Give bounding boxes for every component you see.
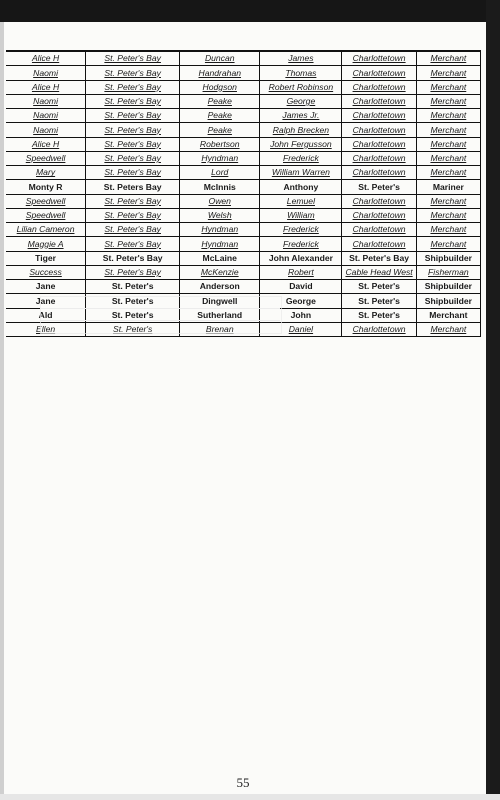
- vessel-text: Naomi: [33, 67, 58, 78]
- place-text: St. Peter's: [111, 309, 154, 320]
- residence-text: Charlottetown: [352, 153, 406, 164]
- occupation-text: Shipbuilder: [424, 252, 472, 263]
- cell-surname: [180, 81, 260, 94]
- cell-vessel: [6, 166, 86, 179]
- given-text: Lemuel: [286, 195, 315, 206]
- residence-text: Cable Head West: [345, 267, 413, 278]
- residence-text: St. Peter's Bay: [349, 252, 409, 263]
- place-text: St. Peter's Bay: [104, 81, 161, 92]
- vessel-text: Monty R: [28, 181, 63, 192]
- cell-surname: [180, 280, 260, 293]
- given-text: Robert: [288, 267, 314, 278]
- cell-vessel: [6, 209, 86, 222]
- vessel-text: Jane: [35, 295, 56, 306]
- cell-vessel: [6, 123, 86, 136]
- residence-text: St. Peter's: [358, 281, 400, 292]
- scan-bottom-edge: [0, 794, 500, 800]
- cell-residence: [342, 166, 416, 179]
- residence-text: Charlottetown: [352, 195, 406, 206]
- occupation-text: Merchant: [430, 210, 467, 221]
- cell-given: [260, 195, 342, 208]
- cell-surname: [180, 266, 260, 279]
- surname-text: Hyndman: [201, 224, 239, 235]
- cell-residence: [342, 195, 416, 208]
- surname-text: Hyndman: [201, 238, 239, 249]
- cell-place: [86, 81, 180, 94]
- scan-top-border: [0, 0, 500, 22]
- bleed-through-line: [40, 320, 280, 321]
- place-text: St. Peters Bay: [103, 181, 162, 192]
- given-text: George: [286, 96, 316, 107]
- vessel-text: Alice H: [31, 53, 60, 64]
- cell-residence: [342, 252, 416, 265]
- place-text: St. Peter's Bay: [104, 195, 161, 206]
- cell-given: [260, 280, 342, 293]
- surname-text: Hyndman: [201, 153, 239, 164]
- cell-occupation: [417, 323, 480, 336]
- cell-vessel: [6, 95, 86, 108]
- surname-text: Dingwell: [202, 295, 238, 306]
- given-text: William Warren: [271, 167, 330, 178]
- given-text: Daniel: [288, 324, 314, 335]
- surname-text: Duncan: [204, 53, 235, 64]
- cell-place: [86, 52, 180, 65]
- occupation-text: Merchant: [430, 67, 467, 78]
- occupation-text: Merchant: [430, 96, 467, 107]
- given-text: David: [289, 281, 313, 292]
- cell-place: [86, 266, 180, 279]
- cell-place: [86, 152, 180, 165]
- vessel-text: Jane: [35, 281, 56, 292]
- cell-occupation: [417, 252, 480, 265]
- cell-vessel: [6, 280, 86, 293]
- given-text: Frederick: [282, 153, 319, 164]
- occupation-text: Shipbuilder: [424, 281, 472, 292]
- cell-place: [86, 66, 180, 79]
- residence-text: Charlottetown: [352, 238, 406, 249]
- place-text: St. Peter's Bay: [104, 53, 161, 64]
- surname-text: Robertson: [199, 138, 240, 149]
- cell-vessel: [6, 109, 86, 122]
- place-text: St. Peter's Bay: [104, 67, 161, 78]
- cell-residence: [342, 52, 416, 65]
- occupation-text: Merchant: [430, 324, 467, 335]
- table-row: [6, 280, 480, 294]
- place-text: St. Peter's Bay: [102, 252, 163, 263]
- surname-text: Hodgson: [202, 81, 237, 92]
- table-row: [6, 109, 480, 123]
- surname-text: McKenzie: [200, 267, 239, 278]
- given-text: Thomas: [285, 67, 317, 78]
- cell-residence: [342, 95, 416, 108]
- occupation-text: Merchant: [429, 309, 468, 320]
- place-text: St. Peter's Bay: [104, 267, 161, 278]
- cell-surname: [180, 52, 260, 65]
- cell-residence: [342, 180, 416, 193]
- scan-left-shadow: [0, 22, 4, 800]
- table-row: [6, 195, 480, 209]
- cell-surname: [180, 138, 260, 151]
- bleed-through-table: [40, 296, 282, 334]
- residence-text: St. Peter's: [358, 309, 400, 320]
- residence-text: Charlottetown: [352, 138, 406, 149]
- cell-vessel: [6, 252, 86, 265]
- cell-given: [260, 252, 342, 265]
- cell-place: [86, 123, 180, 136]
- vessel-text: Lilian Cameron: [16, 224, 75, 235]
- cell-residence: [342, 152, 416, 165]
- given-text: Ralph Brecken: [272, 124, 330, 135]
- cell-place: [86, 209, 180, 222]
- vessel-text: Tiger: [35, 252, 56, 263]
- cell-occupation: [417, 195, 480, 208]
- cell-place: [86, 180, 180, 193]
- cell-vessel: [6, 223, 86, 236]
- surname-text: Welsh: [207, 210, 232, 221]
- surname-text: Lord: [211, 167, 229, 178]
- vessel-text: Alice H: [31, 81, 60, 92]
- cell-residence: [342, 109, 416, 122]
- cell-given: [260, 123, 342, 136]
- cell-occupation: [417, 109, 480, 122]
- occupation-text: Merchant: [430, 138, 467, 149]
- residence-text: Charlottetown: [352, 81, 406, 92]
- given-text: John Alexander: [268, 252, 333, 263]
- surname-text: Peake: [207, 96, 232, 107]
- occupation-text: Merchant: [430, 124, 467, 135]
- residence-text: Charlottetown: [352, 210, 406, 221]
- cell-given: [260, 223, 342, 236]
- cell-residence: [342, 237, 416, 250]
- table-row: [6, 180, 480, 194]
- cell-surname: [180, 195, 260, 208]
- cell-occupation: [417, 237, 480, 250]
- cell-given: [260, 152, 342, 165]
- residence-text: Charlottetown: [352, 67, 406, 78]
- cell-residence: [342, 81, 416, 94]
- cell-given: [260, 52, 342, 65]
- occupation-text: Mariner: [432, 181, 464, 192]
- cell-place: [86, 138, 180, 151]
- given-text: Frederick: [282, 238, 319, 249]
- cell-given: [260, 209, 342, 222]
- given-text: Robert Robinson: [268, 81, 334, 92]
- occupation-text: Fisherman: [428, 267, 469, 278]
- place-text: St. Peter's Bay: [104, 153, 161, 164]
- table-row: [6, 95, 480, 109]
- cell-residence: [342, 266, 416, 279]
- residence-text: Charlottetown: [352, 167, 406, 178]
- surname-text: Handrahan: [198, 67, 242, 78]
- cell-occupation: [417, 294, 480, 307]
- cell-residence: [342, 123, 416, 136]
- residence-text: Charlottetown: [352, 53, 406, 64]
- cell-residence: [342, 138, 416, 151]
- cell-place: [86, 195, 180, 208]
- surname-text: Peake: [207, 110, 232, 121]
- occupation-text: Merchant: [430, 153, 467, 164]
- cell-occupation: [417, 95, 480, 108]
- cell-place: [86, 109, 180, 122]
- vessel-text: Success: [29, 267, 62, 278]
- scan-right-border: [486, 0, 500, 800]
- cell-vessel: [6, 138, 86, 151]
- occupation-text: Merchant: [430, 238, 467, 249]
- cell-given: [260, 66, 342, 79]
- cell-residence: [342, 294, 416, 307]
- cell-given: [260, 109, 342, 122]
- vessel-text: Ald: [38, 309, 53, 320]
- given-text: John Fergusson: [270, 138, 332, 149]
- cell-surname: [180, 223, 260, 236]
- vessel-text: Speedwell: [25, 210, 66, 221]
- cell-occupation: [417, 209, 480, 222]
- cell-given: [260, 138, 342, 151]
- cell-surname: [180, 166, 260, 179]
- cell-vessel: [6, 152, 86, 165]
- cell-residence: [342, 323, 416, 336]
- cell-residence: [342, 66, 416, 79]
- cell-surname: [180, 123, 260, 136]
- cell-occupation: [417, 309, 480, 322]
- cell-vessel: [6, 237, 86, 250]
- cell-surname: [180, 252, 260, 265]
- cell-vessel: [6, 195, 86, 208]
- table-row: [6, 166, 480, 180]
- place-text: St. Peter's Bay: [104, 96, 161, 107]
- vessel-text: Alice H: [31, 138, 60, 149]
- registry-table: [6, 50, 481, 337]
- occupation-text: Merchant: [430, 81, 467, 92]
- cell-given: [260, 166, 342, 179]
- cell-surname: [180, 95, 260, 108]
- occupation-text: Merchant: [430, 195, 467, 206]
- given-text: Frederick: [282, 224, 319, 235]
- residence-text: Charlottetown: [352, 324, 406, 335]
- residence-text: St. Peter's: [358, 181, 400, 192]
- occupation-text: Shipbuilder: [424, 295, 472, 306]
- cell-residence: [342, 209, 416, 222]
- cell-given: [260, 266, 342, 279]
- surname-text: Sutherland: [197, 309, 243, 320]
- cell-occupation: [417, 280, 480, 293]
- given-text: George: [285, 295, 316, 306]
- cell-vessel: [6, 266, 86, 279]
- place-text: St. Peter's: [111, 281, 154, 292]
- residence-text: Charlottetown: [352, 110, 406, 121]
- surname-text: Anderson: [199, 281, 240, 292]
- table-row: [6, 152, 480, 166]
- given-text: John: [290, 309, 312, 320]
- cell-occupation: [417, 166, 480, 179]
- cell-occupation: [417, 123, 480, 136]
- vessel-text: Maggie A: [27, 238, 64, 249]
- cell-occupation: [417, 152, 480, 165]
- surname-text: McInnis: [203, 181, 236, 192]
- cell-surname: [180, 180, 260, 193]
- residence-text: Charlottetown: [352, 124, 406, 135]
- given-text: James Jr.: [282, 110, 320, 121]
- cell-place: [86, 166, 180, 179]
- cell-surname: [180, 66, 260, 79]
- cell-given: [260, 237, 342, 250]
- table-row: [6, 123, 480, 137]
- surname-text: Owen: [208, 195, 231, 206]
- cell-occupation: [417, 180, 480, 193]
- place-text: St. Peter's Bay: [104, 110, 161, 121]
- table-row: [6, 252, 480, 266]
- cell-occupation: [417, 266, 480, 279]
- cell-place: [86, 252, 180, 265]
- table-row: [6, 223, 480, 237]
- vessel-text: Mary: [36, 167, 56, 178]
- cell-given: [260, 95, 342, 108]
- cell-surname: [180, 109, 260, 122]
- place-text: St. Peter's Bay: [104, 138, 161, 149]
- vessel-text: Naomi: [33, 110, 58, 121]
- residence-text: St. Peter's: [358, 295, 400, 306]
- table-row: [6, 66, 480, 80]
- surname-text: Peake: [207, 124, 232, 135]
- cell-place: [86, 237, 180, 250]
- occupation-text: Merchant: [430, 167, 467, 178]
- given-text: William: [287, 210, 315, 221]
- page-number: 55: [236, 775, 250, 790]
- vessel-text: Naomi: [33, 124, 58, 135]
- cell-occupation: [417, 138, 480, 151]
- table-row: [6, 138, 480, 152]
- cell-place: [86, 280, 180, 293]
- cell-given: [260, 81, 342, 94]
- cell-residence: [342, 309, 416, 322]
- table-row: [6, 52, 480, 66]
- cell-residence: [342, 223, 416, 236]
- cell-surname: [180, 237, 260, 250]
- residence-text: Charlottetown: [352, 224, 406, 235]
- table-row: [6, 266, 480, 280]
- given-text: James: [288, 53, 314, 64]
- cell-vessel: [6, 66, 86, 79]
- residence-text: Charlottetown: [352, 96, 406, 107]
- cell-place: [86, 95, 180, 108]
- surname-text: Brenan: [205, 324, 234, 335]
- place-text: St. Peter's Bay: [104, 224, 161, 235]
- place-text: St. Peter's: [111, 295, 154, 306]
- vessel-text: Naomi: [33, 96, 58, 107]
- table-row: [6, 237, 480, 251]
- cell-surname: [180, 209, 260, 222]
- place-text: St. Peter's Bay: [104, 167, 161, 178]
- cell-occupation: [417, 66, 480, 79]
- vessel-text: Speedwell: [25, 153, 66, 164]
- cell-vessel: [6, 180, 86, 193]
- occupation-text: Merchant: [430, 110, 467, 121]
- cell-given: [260, 180, 342, 193]
- occupation-text: Merchant: [430, 53, 467, 64]
- bleed-through-line: [40, 308, 280, 309]
- cell-place: [86, 223, 180, 236]
- table-row: [6, 81, 480, 95]
- given-text: Anthony: [283, 181, 319, 192]
- place-text: St. Peter's: [112, 324, 153, 335]
- cell-residence: [342, 280, 416, 293]
- cell-occupation: [417, 81, 480, 94]
- cell-vessel: [6, 52, 86, 65]
- cell-occupation: [417, 52, 480, 65]
- table-row: [6, 209, 480, 223]
- place-text: St. Peter's Bay: [104, 238, 161, 249]
- cell-occupation: [417, 223, 480, 236]
- surname-text: McLaine: [202, 252, 237, 263]
- place-text: St. Peter's Bay: [104, 210, 161, 221]
- vessel-text: Speedwell: [25, 195, 66, 206]
- cell-surname: [180, 152, 260, 165]
- occupation-text: Merchant: [430, 224, 467, 235]
- vessel-text: Ellen: [36, 324, 56, 335]
- place-text: St. Peter's Bay: [104, 124, 161, 135]
- cell-vessel: [6, 81, 86, 94]
